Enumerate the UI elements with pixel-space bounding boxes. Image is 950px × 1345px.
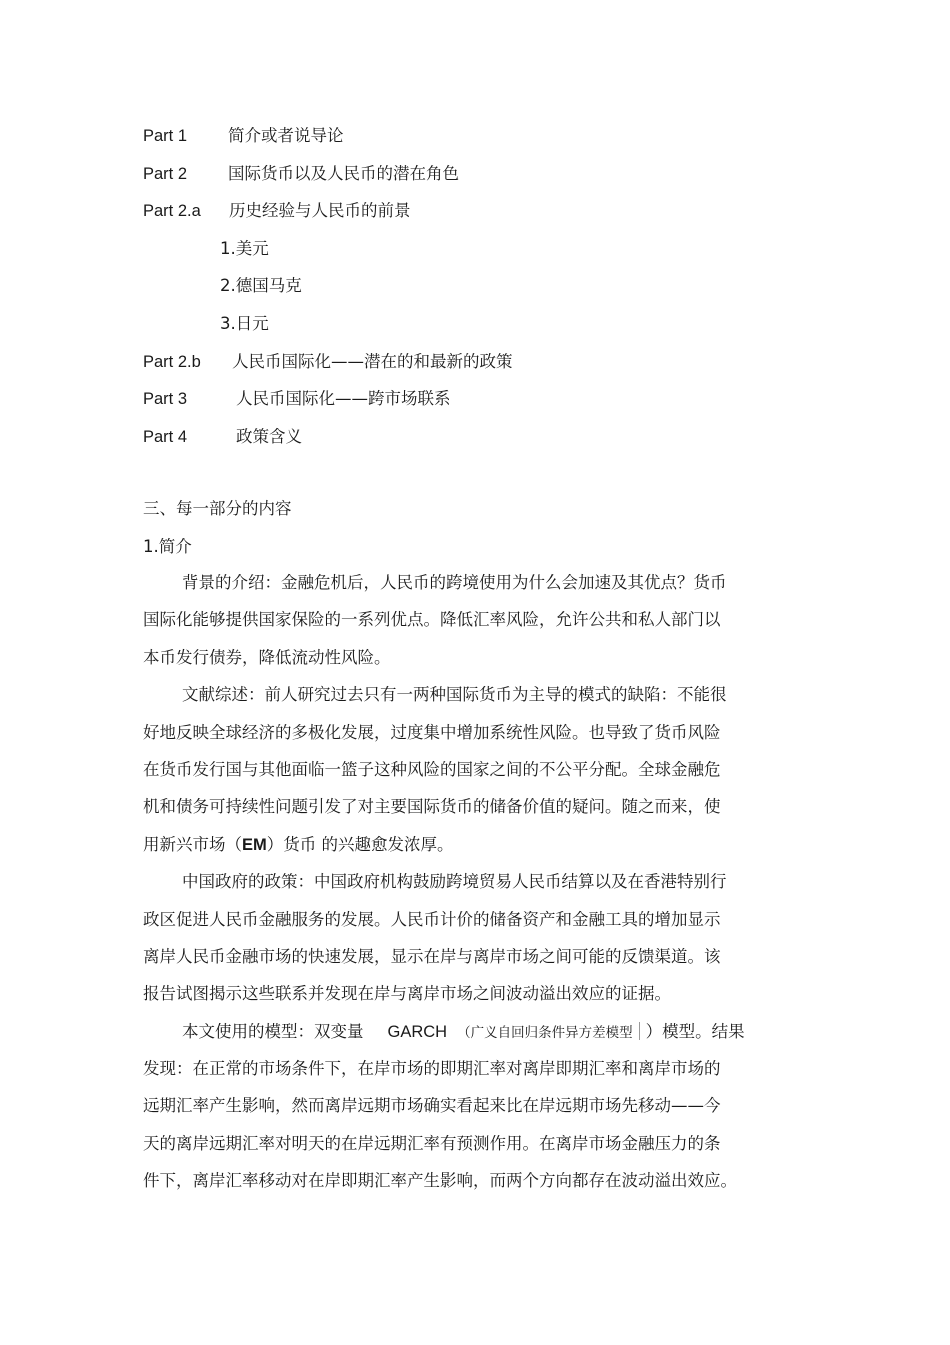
- outline-title: 历史经验与人民币的前景: [229, 201, 411, 221]
- text-line: 国际化能够提供国家保险的一系列优点。降低汇率风险，允许公共和私人部门以: [143, 610, 721, 630]
- text-segment: ）模型。结果: [645, 1021, 745, 1041]
- text-line: 报告试图揭示这些联系并发现在岸与离岸市场之间波动溢出效应的证据。: [143, 984, 671, 1004]
- outline-item-part-2a: [143, 197, 823, 235]
- outline-label: Part 2.b: [143, 352, 201, 371]
- text-line: 好地反映全球经济的多极化发展，过度集中增加系统性风险。也导致了货币风险: [143, 722, 721, 742]
- text-segment: ）货币 的兴趣愈发浓厚。: [266, 834, 454, 854]
- outline-subitem-jpy: [143, 310, 823, 348]
- section-heading: 三、每一部分的内容: [143, 499, 292, 518]
- text-line: 本币发行债券，降低流动性风险。: [143, 647, 391, 667]
- paragraph-literature: [143, 681, 813, 868]
- garch-expansion: （广义自回归条件异方差模型: [457, 1024, 633, 1041]
- outline-subitem-label: 2.德国马克: [220, 276, 302, 296]
- outline-subitem-usd: [143, 235, 823, 273]
- text-segment: 本文使用的模型：双变量: [182, 1021, 364, 1041]
- outline-label: Part 2.a: [143, 202, 201, 221]
- text-line: 中国政府的政策：中国政府机构鼓励跨境贸易人民币结算以及在香港特别行: [182, 872, 727, 892]
- outline-list: [143, 122, 823, 460]
- text-line: 政区促进人民币金融服务的发展。人民币计价的储备资产和金融工具的增加显示: [143, 909, 721, 929]
- outline-title: 人民币国际化——跨市场联系: [236, 389, 451, 409]
- outline-title: 人民币国际化——潜在的和最新的政策: [232, 351, 513, 371]
- outline-subitem-dm: [143, 272, 823, 310]
- outline-item-part-2b: [143, 348, 823, 386]
- text-line: 文献综述：前人研究过去只有一两种国际货币为主导的模式的缺陷：不能很: [182, 685, 727, 705]
- outline-item-part-3: [143, 385, 823, 423]
- text-line: 天的离岸远期汇率对明天的在岸远期汇率有预测作用。在离岸市场金融压力的条: [143, 1133, 721, 1153]
- text-caret-mark: [639, 1022, 640, 1040]
- body-text: [143, 569, 813, 1205]
- outline-title: 简介或者说导论: [228, 126, 344, 145]
- outline-label: Part 1: [143, 127, 188, 145]
- text-line: 件下，离岸汇率移动对在岸即期汇率产生影响，而两个方向都存在波动溢出效应。: [143, 1171, 737, 1191]
- outline-label: Part 4: [143, 427, 188, 446]
- subsection-heading: 1.简介: [143, 537, 192, 556]
- outline-title: 政策含义: [236, 426, 302, 446]
- text-line: 机和债务可持续性问题引发了对主要国际货币的储备价值的疑问。随之而来，使: [143, 797, 721, 817]
- outline-title: 国际货币以及人民币的潜在角色: [228, 163, 459, 183]
- text-line: 发现：在正常的市场条件下，在岸市场的即期汇率对离岸即期汇率和离岸市场的: [143, 1059, 721, 1079]
- outline-item-part-2: [143, 160, 823, 198]
- outline-item-part-4: [143, 423, 823, 461]
- outline-label: Part 2: [143, 164, 188, 183]
- em-term: EM: [242, 835, 267, 854]
- text-line: [143, 1018, 813, 1055]
- text-segment: 用新兴市场（: [143, 834, 242, 854]
- text-line: 在货币发行国与其他面临一篮子这种风险的国家之间的不公平分配。全球金融危: [143, 759, 721, 779]
- text-line: 离岸人民币金融市场的快速发展，显示在岸与离岸市场之间可能的反馈渠道。该: [143, 946, 721, 966]
- text-line: 背景的介绍：金融危机后，人民币的跨境使用为什么会加速及其优点？货币: [182, 573, 727, 592]
- paragraph-model: [143, 1018, 813, 1205]
- garch-term: GARCH: [387, 1022, 448, 1041]
- text-line: 远期汇率产生影响，然而离岸远期市场确实看起来比在岸远期市场先移动——今: [143, 1096, 721, 1116]
- paragraph-background: [143, 569, 813, 681]
- paragraph-policy: [143, 868, 813, 1018]
- outline-label: Part 3: [143, 390, 188, 409]
- text-line: [143, 831, 813, 868]
- outline-subitem-label: 1.美元: [220, 238, 269, 258]
- outline-subitem-label: 3.日元: [220, 313, 269, 333]
- outline-item-part-1: [143, 122, 823, 160]
